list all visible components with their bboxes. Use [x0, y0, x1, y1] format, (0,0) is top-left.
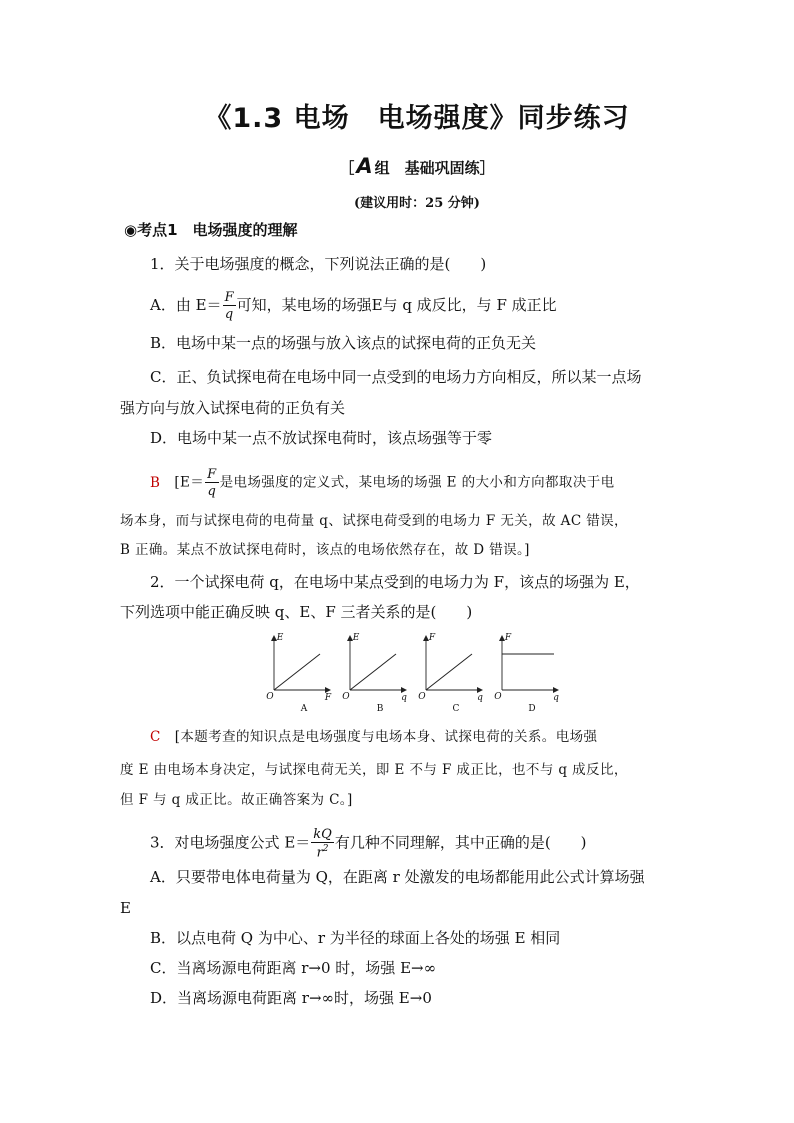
- origin-label: O: [418, 692, 426, 702]
- fraction-denominator: q: [224, 307, 234, 322]
- q3-stem: [150, 828, 587, 859]
- q2-explanation-line2: 度 E 由电场本身决定，与试探电荷无关，即 E 不与 F 成正比，也不与 q 成反比，: [120, 762, 628, 778]
- group-text: 组 基础巩固练: [374, 159, 480, 177]
- origin-label: O: [494, 692, 502, 702]
- graph-option-d: [494, 633, 559, 714]
- q2-stem-line1: 2．一个试探电荷 q，在电场中某点受到的电场力为 F，该点的场强为 E，: [150, 573, 640, 591]
- q1-option-c-line1: C．正、负试探电荷在电场中同一点受到的电场力方向相反，所以某一点场: [150, 368, 642, 386]
- q1-option-d: D．电场中某一点不放试探电荷时，该点场强等于零: [150, 429, 493, 447]
- group-bracket-close: ］: [479, 159, 495, 177]
- q2-stem-line2: 下列选项中能正确反映 q、E、F 三者关系的是( ): [120, 603, 473, 621]
- graph-option-c: [418, 633, 483, 714]
- formula-lhs: E＝: [284, 833, 311, 852]
- q1-explanation-suffix: 是电场强度的定义式，某电场的场强 E 的大小和方向都取决于电: [219, 474, 615, 491]
- q2-answer-letter: C: [150, 729, 161, 745]
- graph-option-a: [266, 633, 332, 714]
- q3-option-a-line1: A．只要带电体电荷量为 Q，在距离 r 处激发的电场都能用此公式计算场强: [150, 868, 645, 886]
- x-axis-label: q: [477, 693, 483, 703]
- fraction-denominator: [311, 843, 334, 859]
- graph-option-label: A: [300, 704, 308, 714]
- y-axis-label: E: [276, 633, 284, 643]
- q1-option-a-prefix: A．由: [150, 296, 196, 314]
- x-axis-label: q: [401, 693, 407, 703]
- q3-option-d: D．当离场源电荷距离 r→∞时，场强 E→0: [150, 989, 432, 1007]
- q2-option-graphs: [260, 630, 560, 716]
- x-axis-label: q: [553, 693, 559, 703]
- q1-option-a-suffix: 可知，某电场的场强E与 q 成反比，与 F 成正比: [236, 296, 557, 314]
- q1-stem: 1．关于电场强度的概念，下列说法正确的是( ): [150, 255, 487, 273]
- data-line: [274, 654, 320, 690]
- fraction-den-base: r: [316, 845, 323, 861]
- fraction-f-over-q: [205, 468, 218, 498]
- exam-point-heading: ◉考点1 电场强度的理解: [124, 221, 298, 239]
- fraction-numerator: F: [207, 467, 217, 482]
- q3-option-b: B．以点电荷 Q 为中心、r 为半径的球面上各处的场强 E 相同: [150, 929, 561, 947]
- q1-explanation-line2: 场本身，而与试探电荷的电荷量 q、试探电荷受到的电场力 F 无关，故 AC 错误，: [120, 513, 628, 529]
- q3-option-c: C．当离场源电荷距离 r→0 时，场强 E→∞: [150, 959, 437, 977]
- group-letter: A: [356, 154, 373, 178]
- x-axis-label: F: [324, 693, 332, 703]
- fraction-numerator: kQ: [313, 827, 332, 842]
- formula-lhs: E＝: [195, 296, 222, 314]
- fraction-numerator: F: [224, 290, 234, 305]
- q1-option-a: [150, 291, 557, 321]
- y-axis-label: F: [428, 633, 436, 643]
- q1-explanation-prefix: [E＝: [174, 474, 205, 491]
- graph-option-b: [342, 633, 407, 714]
- q1-option-c-line2: 强方向与放入试探电荷的正负有关: [120, 399, 346, 417]
- data-line: [426, 654, 472, 690]
- q3-option-a-line2: E: [120, 899, 131, 917]
- graph-option-label: B: [376, 704, 384, 714]
- q1-option-b: B．电场中某一点的场强与放入该点的试探电荷的正负无关: [150, 334, 537, 352]
- y-axis-label: F: [504, 633, 512, 643]
- q3-stem-prefix: 3．对电场强度公式: [150, 833, 285, 852]
- q3-stem-suffix: 有几种不同理解，其中正确的是( ): [334, 833, 587, 852]
- origin-label: O: [266, 692, 274, 702]
- q1-explanation-line3: B 正确。某点不放试探电荷时，该点的电场依然存在，故 D 错误。]: [120, 542, 530, 558]
- fraction-den-exponent: 2: [322, 844, 329, 854]
- q2-explanation-line1: [150, 727, 597, 747]
- data-line: [350, 654, 396, 690]
- fraction-kq-over-r2: [311, 828, 334, 859]
- graph-option-label: C: [452, 704, 460, 714]
- y-axis-label: E: [352, 633, 360, 643]
- group-label: [0, 154, 794, 178]
- group-bracket-open: ［: [339, 159, 355, 177]
- origin-label: O: [342, 692, 350, 702]
- q1-explanation-line1: [150, 468, 615, 498]
- time-hint: (建议用时：25 分钟): [354, 196, 480, 211]
- fraction-denominator: q: [207, 484, 217, 499]
- fraction-f-over-q: [223, 291, 236, 321]
- q2-explanation-text1: [本题考查的知识点是电场强度与电场本身、试探电荷的关系。电场强: [174, 729, 598, 745]
- q1-answer-letter: B: [150, 474, 161, 491]
- page-title: 《1.3 电场 电场强度》同步练习: [204, 103, 630, 134]
- q2-explanation-line3: 但 F 与 q 成正比。故正确答案为 C。]: [120, 792, 353, 808]
- graph-option-label: D: [528, 704, 536, 714]
